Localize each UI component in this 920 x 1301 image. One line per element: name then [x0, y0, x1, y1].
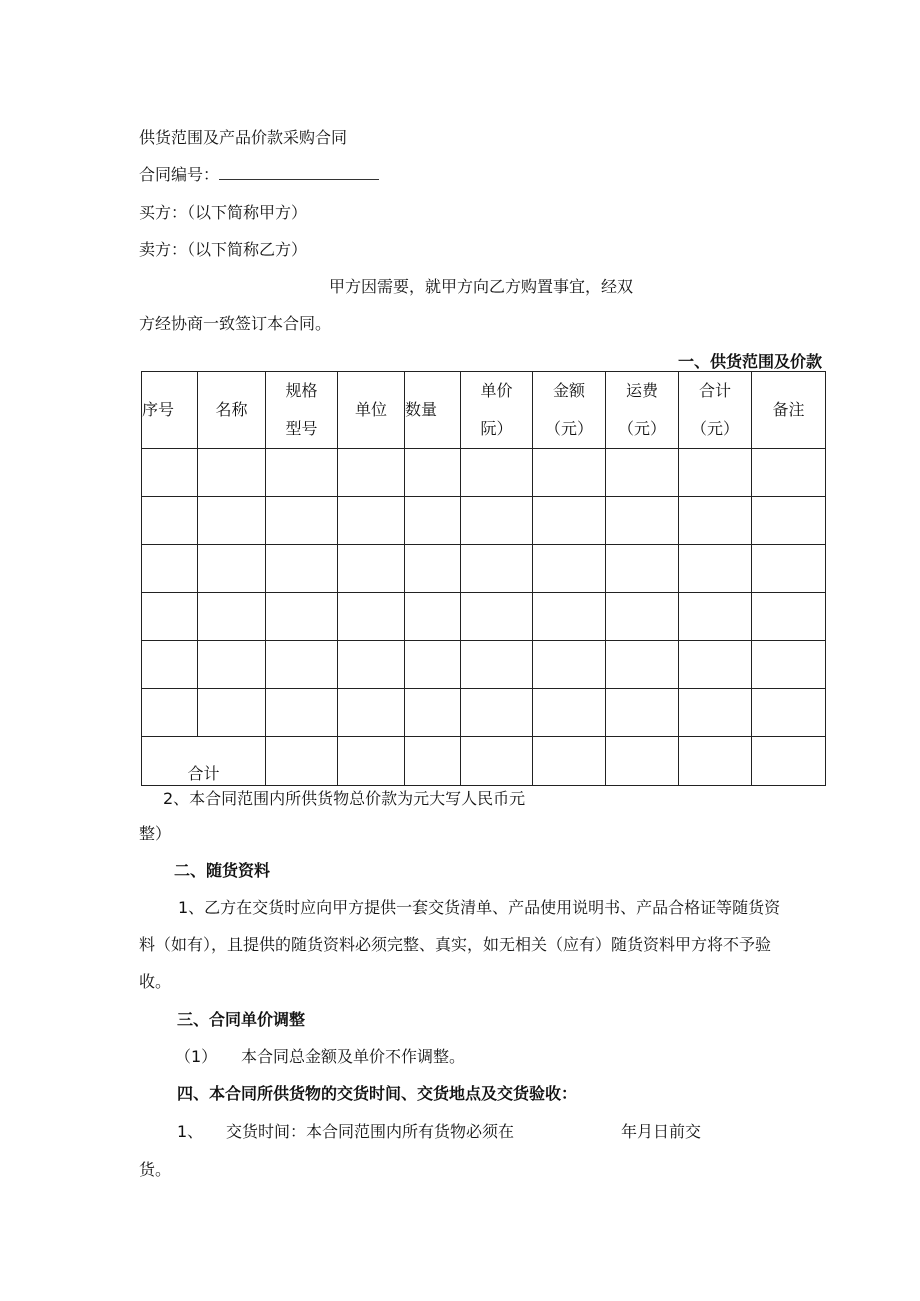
goods-price-table: [141, 371, 826, 786]
section4-heading: 四、本合同所供货物的交货时间、交货地点及交货验收：: [177, 1084, 578, 1103]
contract-number-blank: [219, 165, 379, 180]
section4-item-number: 1、: [177, 1122, 204, 1141]
section2-paragraph-line-1: 1、乙方在交货时应向甲方提供一套交货清单、产品使用说明书、产品合格证等随货资: [178, 898, 781, 917]
intro-line-2: 方经协商一致签订本合同。: [139, 314, 332, 333]
document-title: 供货范围及产品价款采购合同: [139, 128, 348, 147]
header-cell: 序号: [142, 372, 198, 449]
table-row: [142, 641, 826, 689]
section3-item-text: 本合同总金额及单价不作调整。: [241, 1047, 466, 1066]
header-cell: 备注: [752, 372, 826, 449]
section4-item-continued: 货。: [139, 1160, 172, 1179]
table-header-row: [142, 372, 826, 449]
contract-number-label: 合同编号：: [139, 165, 220, 184]
table-row: [142, 497, 826, 545]
header-cell: 数量: [405, 372, 461, 449]
table-total-row: [142, 737, 826, 786]
table-row: [142, 545, 826, 593]
clause-1-2-continued: 整）: [139, 824, 172, 843]
section3-heading: 三、合同单价调整: [177, 1010, 306, 1029]
buyer-line: 买方：（以下简称甲方）: [139, 203, 308, 222]
header-cell: 合计 （元）: [679, 372, 752, 449]
contract-number-line: [139, 165, 379, 185]
section2-paragraph-line-2: 料（如有），且提供的随货资料必须完整、真实，如无相关（应有）随货资料甲方将不予验: [139, 935, 772, 954]
clause-1-2: 2、本合同范围内所供货物总价款为元大写人民币元: [163, 789, 526, 808]
header-cell: 单位: [338, 372, 405, 449]
section4-item-text: 交货时间：本合同范围内所有货物必须在: [226, 1122, 515, 1141]
header-cell: 运费 （元）: [606, 372, 679, 449]
header-cell: 名称: [198, 372, 266, 449]
section1-heading: 一、供货范围及价款: [678, 352, 823, 371]
header-cell: 金额 （元）: [533, 372, 606, 449]
section4-item-date: 年月日前交: [621, 1122, 702, 1141]
section2-paragraph-line-3: 收。: [139, 972, 172, 991]
table-row: [142, 449, 826, 497]
section2-heading: 二、随货资料: [174, 861, 271, 880]
section3-item-number: （1）: [175, 1047, 218, 1066]
header-cell: 单价 阮）: [461, 372, 533, 449]
header-cell: 规格 型号: [266, 372, 338, 449]
total-label-cell: 合计: [142, 737, 266, 786]
table-row: [142, 689, 826, 737]
seller-line: 卖方：（以下简称乙方）: [139, 240, 308, 259]
intro-line-1: 甲方因需要，就甲方向乙方购置事宜，经双: [329, 277, 634, 296]
table-row: [142, 593, 826, 641]
